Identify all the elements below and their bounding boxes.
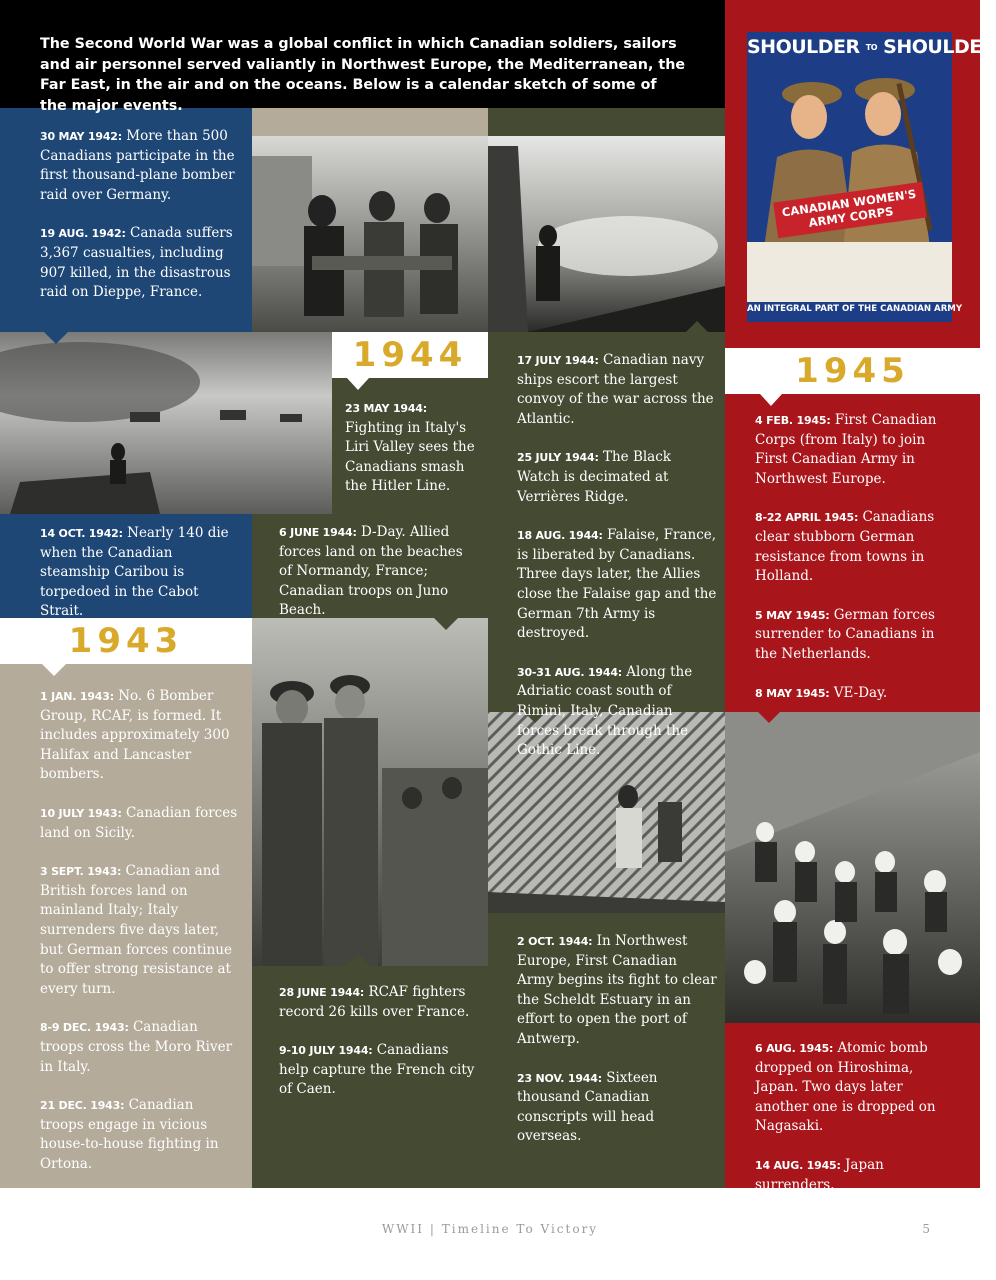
entry-date: 19 AUG. 1942: xyxy=(40,227,126,241)
pointer-notch xyxy=(44,332,68,344)
timeline-entry xyxy=(517,526,717,644)
events-1944-june xyxy=(279,523,479,621)
pointer-notch xyxy=(42,664,66,676)
timeline-entry xyxy=(517,1069,717,1147)
events-1942-a xyxy=(40,127,240,303)
photo-landing-craft xyxy=(0,332,332,514)
entry-date: 6 JUNE 1944: xyxy=(279,526,357,539)
entry-date: 6 AUG. 1945: xyxy=(755,1042,834,1055)
entry-text: Canadians help capture the French city of Caen. xyxy=(279,1042,475,1098)
timeline-entry xyxy=(279,983,479,1022)
timeline-entry xyxy=(517,663,717,761)
entry-date: 28 JUNE 1944: xyxy=(279,986,365,999)
timeline-entry xyxy=(755,606,960,665)
photo-ship-waves xyxy=(488,136,725,332)
entry-text: Falaise, France, is liberated by Canadians. Three days later, the Allies close the Falaise gap and the German 7th Army is destroyed. xyxy=(517,527,717,642)
poster-info-area xyxy=(747,242,952,302)
pointer-notch xyxy=(686,321,708,332)
entry-text: Sixteen thousand Canadian conscripts will head overseas. xyxy=(517,1069,658,1145)
entry-text: Canadian troops engage in vicious house-to-house fighting in Ortona. xyxy=(40,1097,219,1172)
entry-text: In Northwest Europe, First Canadian Army begins its fight to clear the Scheldt Estuary in an effort to open the port of Antwerp. xyxy=(517,933,717,1047)
entry-text: Canada suffers 3,367 casualties, including 907 killed, in the disastrous raid on Dieppe, France. xyxy=(40,225,233,301)
year-1945: 1945 xyxy=(795,351,910,391)
footer-series: WWII xyxy=(381,1222,425,1236)
timeline-entry xyxy=(345,399,480,497)
poster-cwac xyxy=(747,32,996,322)
timeline-entry xyxy=(40,862,240,999)
entry-date: 18 AUG. 1944: xyxy=(517,529,603,543)
poster-title: SHOULDER TO SHOULDER xyxy=(747,36,996,58)
entry-text: No. 6 Bomber Group, RCAF, is formed. It includes approximately 300 Halifax and Lancaster bombers. xyxy=(40,688,230,783)
entry-text: German forces surrender to Canadians in the Netherlands. xyxy=(755,606,935,662)
events-1944-late-june xyxy=(279,983,479,1100)
entry-date: 14 AUG. 1945: xyxy=(755,1158,841,1172)
entry-date: 8 MAY 1945: xyxy=(755,686,830,700)
intro-text: The Second World War was a global conflict in which Canadian soldiers, sailors and air personnel served valiantly in Northwest Europe, the Mediterranean, the Far East, in the air and on the oceans. Below is a calendar sketch of some of the major events. xyxy=(40,36,686,114)
photo-stretcher-soldiers xyxy=(252,136,488,332)
events-1943 xyxy=(40,687,240,1174)
events-1944-summer xyxy=(517,351,717,761)
timeline-entry xyxy=(755,1156,960,1195)
events-1945-spring xyxy=(755,411,960,703)
entry-text: Atomic bomb dropped on Hiroshima, Japan. Two days later another one is dropped on Nagasaki. xyxy=(755,1040,936,1135)
timeline-entry xyxy=(40,224,240,302)
photo-troops-group xyxy=(252,618,488,966)
entry-text: RCAF fighters record 26 kills over France. xyxy=(279,984,470,1020)
timeline-entry xyxy=(279,523,479,621)
entry-text: Canadian troops cross the Moro River in Italy. xyxy=(40,1019,233,1075)
photo-ve-day-crowd xyxy=(725,712,980,1023)
entry-date: 5 MAY 1945: xyxy=(755,608,830,622)
timeline-entry xyxy=(755,508,960,586)
pointer-notch xyxy=(758,712,780,723)
timeline-entry xyxy=(40,687,240,785)
pointer-notch xyxy=(347,378,369,390)
entry-text: Canadian forces land on Sicily. xyxy=(40,804,238,841)
entry-text: Canadians clear stubborn German resistance from towns in Holland. xyxy=(755,509,935,585)
timeline-entry xyxy=(40,1096,240,1174)
year-1943: 1943 xyxy=(68,621,184,661)
entry-date: 30 MAY 1942: xyxy=(40,130,122,143)
events-1942-b xyxy=(40,524,240,622)
timeline-entry xyxy=(755,411,960,489)
entry-date: 9-10 JULY 1944: xyxy=(279,1044,373,1058)
entry-text: D-Day. Allied forces land on the beaches of Normandy, France; Canadian troops on Juno Beach. xyxy=(279,524,463,619)
page-number: 5 xyxy=(922,1222,930,1236)
timeline-entry xyxy=(40,127,240,205)
events-1944-may xyxy=(345,399,480,497)
entry-text: Japan surrenders. xyxy=(755,1156,884,1193)
timeline-entry xyxy=(755,1039,960,1137)
entry-text: Canadian navy ships escort the largest convoy of the war across the Atlantic. xyxy=(517,352,714,427)
pointer-notch xyxy=(760,394,782,406)
poster-banner: CANADIAN WOMEN'S ARMY CORPS xyxy=(773,182,927,239)
events-1945-summer xyxy=(755,1039,960,1195)
entry-text: More than 500 Canadians participate in the first thousand-plane bomber raid over Germany. xyxy=(40,128,235,203)
timeline-entry xyxy=(517,932,717,1050)
entry-date: 17 JULY 1944: xyxy=(517,354,599,367)
footer-title: Timeline To Victory xyxy=(441,1222,599,1236)
entry-text: Fighting in Italy's Liri Valley sees the Canadians smash the Hitler Line. xyxy=(345,419,475,495)
entry-date: 30-31 AUG. 1944: xyxy=(517,665,622,679)
entry-date: 8-22 APRIL 1945: xyxy=(755,511,859,525)
entry-date: 10 JULY 1943: xyxy=(40,806,122,820)
entry-text: Along the Adriatic coast south of Rimini, Italy, Canadian forces break through the Gothic Line. xyxy=(517,663,693,759)
entry-date: 14 OCT. 1942: xyxy=(40,527,123,540)
timeline-entry xyxy=(755,684,960,704)
entry-date: 4 FEB. 1945: xyxy=(755,414,831,427)
entry-date: 2 OCT. 1944: xyxy=(517,935,593,948)
timeline-entry xyxy=(517,448,717,507)
events-1944-fall xyxy=(517,932,717,1147)
entry-date: 21 DEC. 1943: xyxy=(40,1099,125,1113)
entry-text: Nearly 140 die when the Canadian steamship Caribou is torpedoed in the Cabot Strait. xyxy=(40,525,229,620)
footer-separator: | xyxy=(429,1222,436,1236)
entry-date: 23 NOV. 1944: xyxy=(517,1071,602,1085)
entry-text: The Black Watch is decimated at Verrières Ridge. xyxy=(517,449,671,505)
entry-text: First Canadian Corps (from Italy) to join First Canadian Army in Northwest Europe. xyxy=(755,412,937,487)
timeline-entry xyxy=(40,524,240,622)
timeline-entry xyxy=(40,1018,240,1077)
entry-text: Canadian and British forces land on mainland Italy; Italy surrenders five days later, but German forces continue to offer strong resistance at every turn. xyxy=(40,863,232,997)
entry-text: VE-Day. xyxy=(833,684,888,701)
entry-date: 25 JULY 1944: xyxy=(517,451,599,465)
entry-date: 3 SEPT. 1943: xyxy=(40,865,122,879)
footer-running-title xyxy=(0,1222,980,1236)
entry-date: 8-9 DEC. 1943: xyxy=(40,1021,129,1035)
year-1944: 1944 xyxy=(352,335,468,375)
timeline-entry xyxy=(279,1041,479,1100)
entry-date: 23 MAY 1944: xyxy=(345,402,427,415)
timeline-entry xyxy=(517,351,717,429)
poster-footer: AN INTEGRAL PART OF THE CANADIAN ARMY xyxy=(747,304,963,314)
timeline-entry xyxy=(40,804,240,843)
pointer-notch xyxy=(346,954,370,966)
entry-date: 1 JAN. 1943: xyxy=(40,690,114,703)
